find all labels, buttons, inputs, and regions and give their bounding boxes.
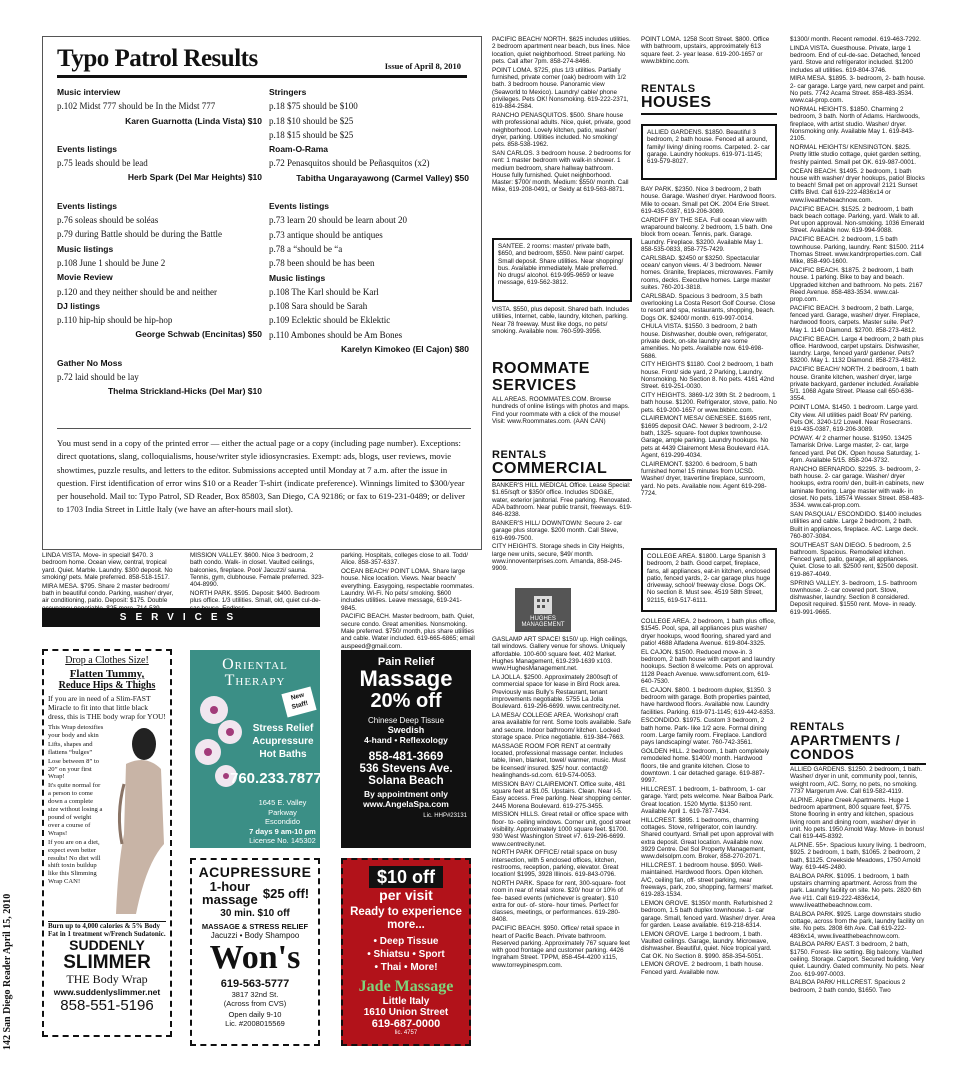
listing: LINDA VISTA. Guesthouse. Private, large 1 bedroom. End of cul-de-sac. Detached, fenced yard. Stove and refrigerator included. $1200 includes all utilities. 619-804-3746. (790, 44, 921, 74)
houses-listings-column-d (790, 36, 926, 712)
listing: BALBOA PARK/ HILLCREST. Spacious 2 bedroom, 2 bath condo, $1650. Two (790, 979, 906, 994)
listing: RANCHO PENASQUITOS. $500. Share house with professional adults. Nice, quiet, private, good neighborhood. Lovely kitchen, patio, washer/ dryer, parking. Utilities included. No smoking/ pets. 858-538-1962. (492, 111, 631, 149)
listing: MISSION HILLS. Great retail or office space with floor- to- ceiling windows. Corner unit, good street visibility. Approximately 1000 square feet. $1700. 930 West Washington Street #7. 619-296-6699. www.centrecity.net. (492, 811, 631, 848)
typo-correction: p.110 hip-hip should be hip-hop (57, 315, 173, 326)
ad-bullet: Lifts, shapes and flattens “bulges” (48, 740, 93, 756)
typo-correction: p.73 learn 20 should be learn about 20 (269, 215, 407, 226)
typo-category: Events listings (57, 200, 117, 211)
listing: $1300/ month. Recent remodel. 619-463-7292. (790, 36, 921, 43)
ad-wons-acupressure[interactable] (190, 858, 320, 1046)
section-title: COMMERCIAL (492, 461, 632, 481)
listing: CLAIREMONT MESA/ GENESEE. $1695 rent, $1695 deposit OAC. Newer 3 bedroom, 2-1/2 bath, 1325- square- foot duplex townhouse. Garage, ample parking. Laundry hookups. No pets at 4439 Clairemont Mesa Boulevard #1A. Agent, 619-299-4034. (641, 415, 772, 459)
building-icon (532, 594, 554, 614)
listing: CHULA VISTA. $1550. 3 bedroom, 2 bath house. Dishwasher, double oven, refrigerator, private deck, on-site laundry are some amenities. No pets. Available now. 619-698-5686. (641, 323, 768, 360)
houses-listings-continued (641, 618, 777, 1078)
ad-bullet: This Wrap detoxifies your body and skin (48, 724, 104, 739)
ad-per-visit: per visit (379, 887, 433, 903)
typo-patrol-box (42, 36, 482, 550)
typo-rules-text: You must send in a copy of the printed error — either the actual page or a copy (including page number). Exceptions: direct quotations, slang, colloquialisms, house/writer style idiosyncrasies. Exempt: ads, blogs, user reviews, movie showtimes, puzzle results, and letters to the editor. Submissions accepted until Monday at 7 a.m. after the issue in question. First identification of error wins $10 or a Reader T-shirt (indicate preference). Winnings limited to $300/year per household. Mail to: Typo Patrol, SD Reader, Box 85803, San Diego, CA 92186; or fax to 619-231-0489; or deliver to 1703 India Street in Little Italy (we have an after-hours mail slot). (57, 428, 471, 517)
typo-category: Music listings (57, 243, 114, 254)
typo-category: Gather No Moss (57, 357, 123, 368)
section-title: APARTMENTS / CONDOS (790, 733, 926, 765)
ad-burn-text: Burn up to 4,000 calories & 5% Body Fat in 1 treatment w/French Sudatonic. (48, 922, 166, 938)
typo-correction: p.72 Penasquitos should be Peñasquitos (x2) (269, 158, 430, 169)
page-footer-vertical: 142 San Diego Reader April 15, 2010 (2, 893, 13, 1050)
typo-correction: p.109 Eclektic should be Eklektic (269, 315, 391, 326)
brand-therapy: Therapy (224, 672, 286, 689)
typo-correction: p.108 June 1 should be June 2 (57, 257, 166, 268)
listing: NORMAL HEIGHTS. $1850. Charming 2 bedroom, 3 bath. North of Adams. Hardwoods, fireplace, with artist studio. Washer/ dryer. Nonsmoking only. Available May 1. 619-843-2105. (790, 106, 920, 143)
rentals-houses-heading (641, 84, 777, 115)
listing: PACIFIC BEACH. $950. Office/ retail space in heart of Pacific Beach. Private bathroom. Reserved parking. Approximately 767 square feet with good frontage and customer parking. 4426 Ingraham Street. TPPM, 858-454-4200 x115, www.torreypinespm.com. (492, 925, 630, 969)
ad-hours: 7 days 9 am-10 pm (249, 826, 316, 836)
ad-tagline: Ready to experience more... (350, 906, 462, 931)
typo-category: Events listings (269, 201, 329, 212)
listing: CARLSBAD. $2450 or $3250. Spectacular ocean/ canyon views. 4/ 3 bedroom. Newer homes. Granite, fireplaces, microwaves. Family rooms, decks. Executive homes. Large master suites. 760-201-3818. (641, 254, 774, 291)
listing: CITY HEIGHTS. Storage sheds in City Heights, large new units, secure, $49/ month. www.innoventerprises.com. Amanda, 858-245-9909. (492, 543, 625, 573)
spacer (57, 185, 262, 199)
roommate-services-listing (492, 396, 632, 436)
listing: BAY PARK. $2350. Nice 3 bedroom, 2 bath house. Garage. Washer/ dryer. Hardwood floors. Mile to ocean. Small pet OK. 2004 Erie Street. 619-435-0387, 619-206-3089. (641, 186, 777, 215)
listing: ALLIED GARDENS. $1850. Beautiful 3 bedroom, 2 bath house. Fenced all around, family/ living/ dining rooms. Carpeted. 2- car garage. Laundry hookups. 619-971-1145; 619-579-8027. (647, 129, 770, 166)
listing: HILLCREST. 1 bedroom house. $950. Well- maintained. Hardwood floors. Open kitchen. A/C, ceiling fan, off- street parking, near freeways, park, zoo, shopping, farmers' market. 619-283-1534. (641, 862, 774, 899)
section-label: RENTALS (790, 721, 845, 733)
listing: CITY HEIGHTS $1180. Cool 2 bedroom, 1 bath house. Front/ side yard, 2 Parking, Laundry. Nonsmoking. No Section 8. No pets. 4161 42nd Street. 619-251-0030. (641, 361, 775, 391)
listing: NORTH PARK. $595. Deposit: $400. Bedroom plus office. 1/3 utilities. Small, old, quiet cul-de- (190, 589, 321, 605)
ad-jade-massage[interactable] (341, 858, 471, 1046)
listing: ALL AREAS. ROOMMATES.COM. Browse hundreds of online listings with photos and maps. Find your roommate with a click of the mouse! Visit: www.Roommates.com. (AAN CAN) (492, 396, 630, 425)
commercial-listings-continued (492, 636, 632, 1072)
typo-correction: p.110 Ambones should be Am Bones (269, 329, 403, 340)
typo-correction: p.76 soleas should be soléas (57, 215, 159, 226)
ad-suddenly-slimmer[interactable] (42, 649, 172, 1037)
typo-column-right (269, 85, 469, 356)
section-label: RENTALS (641, 83, 696, 95)
ad-website[interactable]: www.AngelaSpa.com (363, 799, 449, 809)
listing: COLLEGE AREA. $1800. Large Spanish 3 bedroom, 2 bath. Good carpet, fireplace, fans, all appliances, eat-in kitchen, enclosed patio, fenced yards, 2- car garage plus huge driveway, school/ freeway close. Dogs OK. No section 8. Must see. 4519 58th Street, 92115, 619-517-6111. (647, 553, 771, 604)
commercial-listings (492, 482, 632, 586)
listings-bottom-col1 (42, 552, 176, 605)
brand-tagline: THE Body Wrap (66, 972, 148, 986)
roommates-column-a (492, 36, 632, 232)
listings-bottom-col3 (341, 552, 475, 650)
logo-subtext: MANAGEMENT (521, 622, 565, 628)
ad-discount: $10 off (369, 866, 443, 888)
listing: BANKER'S HILL/ DOWNTOWN: Secure 2- car garage plus storage. $200 month. Call Steve, 619-699-7500. (492, 519, 623, 542)
typo-winner: Thelma Strickland-Hicks (Del Mar) $10 (107, 386, 262, 397)
ad-city: Escondido (264, 817, 301, 826)
typo-correction: p.75 leads should be lead (57, 158, 148, 169)
ad-license: Lic. HHP#23131 (423, 813, 467, 819)
ad-url[interactable]: www.suddenlyslimmer.net (53, 987, 161, 997)
ad-license: Lic. #2008015569 (225, 1019, 285, 1028)
listing: PACIFIC BEACH. 3 bedroom, 2 bath. Large, fenced yard. Garage, washer/ dryer. Fireplace, hardwood floors, carpets. Master suite. Pet? May 1. 1140 Diamond. $2700. 858-273-4812. (790, 304, 920, 334)
listing: PACIFIC BEACH/ NORTH. 2 bedroom, 1 bath house. Granite kitchen, washer/ dryer, large private backyard, gardener included. Available 5/1. 1068 Agate Street. Please call 650-636-3554. (790, 366, 919, 403)
spacer (57, 342, 262, 356)
ad-offer: 1-hour massage (202, 879, 258, 907)
ad-bullets (48, 724, 104, 919)
service-deep-tissue: Chinese Deep Tissue (367, 716, 445, 725)
typo-correction: p.73 antique should be antiques (269, 229, 383, 240)
listing: NORMAL HEIGHTS/ KENSINGTON. $825. Pretty little studio cottage, quiet garden setting, freshly painted. Small pet OK. 619-987-0001. (790, 144, 921, 166)
brand-wons: Won's (209, 939, 301, 976)
listing: SPRING VALLEY. 3- bedroom, 1.5- bathroom townhouse. 2- car covered port. Stove, dishwasher, laundry. Section 8 considered. Deposit required. $1550 rent. Move- in ready. 619-991-9665. (790, 579, 917, 616)
section-title: ROOMMATE SERVICES (492, 360, 590, 394)
listing: PACIFIC BEACH. $1525. 2 bedroom, 1 bath back beach cottage. Parking, yard. Walk to all. Pet upon approval. Non-smoking. 1036 Emerald Street. Available now. 619-994-9088. (790, 205, 925, 235)
apartments-listings (790, 766, 926, 1074)
ad-subtitle: MASSAGE & STRESS RELIEF (201, 922, 309, 931)
listing: ALLIED GARDENS. $1250. 2 bedroom, 1 bath. Washer/ dryer in unit, community pool, tennis, weight room, A/C. Sorry, no pets, no smoking. 7737 Margerum Ave. Call 619-582-4119. (790, 766, 922, 795)
listing: GASLAMP ART SPACE! $150/ up. High ceilings, tall windows. Gallery venue for shows. Uniquely affordable. 100-600 square feet. 402 Market. Hughes Management, 619-239-1639 x103. www.HughesManagement.net. (492, 636, 628, 673)
typo-correction: p.108 Sara should be Sarah (269, 301, 368, 312)
typo-column-left (57, 85, 262, 399)
listing: LEMON GROVE. $1350/ month. Refurbished 2 bedroom, 1.5 bath duplex townhouse. 1- car garage. Small, fenced yard. Washer/ dryer. Area for garden. Lease available. 619-218-6314. (641, 899, 776, 929)
listing: EL CAJON. $800. 1 bedroom duplex, $1350. 3 bedroom with garage. Both properties painted, have hardwood floors. Available now. Laundry facilities. Parking. 619-971-1145; 619-442-6353. (641, 686, 775, 716)
ad-license: License No. 145302 (249, 836, 316, 845)
listing: parking. Hospitals, colleges close to all. Todd/ Alice. 858-357-6337. (341, 552, 468, 567)
services-section-bar: SERVICES (42, 608, 320, 627)
listing: ESCONDIDO. $1975. Custom 3 bedroom, 2 bath home. Park- like 1/2 acre. Formal dining room. Large family room. Fireplace. Landlord pays landscaping/ water. 760-742-3561. (641, 717, 767, 747)
listing: OCEAN BEACH/ POINT LOMA. Share large house. Nice location. Views. Near beach/ everything. Easygoing, respectable roommates. Laundry. Wi-Fi. No pets/ smoking. $600 includes utilities. Leave message, 619-241-9845. (341, 568, 475, 612)
listing: LEMON GROVE. 2 bedroom, 1 bath house. Fenced yard. Available now. (641, 961, 764, 976)
listing: POINT LOMA. $1450. 1 bedroom. Large yard. City view. All utilities paid! Boat/ RV parking. Pets OK. 3240-1/2 Lowell. Near Rosecrans. 619-435-0387, 619-206-3089. (790, 404, 919, 434)
typo-winner: Herb Spark (Del Mar Heights) $10 (127, 172, 262, 183)
section-title: HOUSES (641, 95, 777, 115)
ad-headline: ACUPRESSURE (198, 864, 312, 880)
ad-subhead: Reduce Hips & Thighs (58, 680, 156, 691)
typo-category: Roam-O-Rama (269, 144, 329, 155)
typo-correction: p.78 a “should be “a (269, 243, 343, 254)
service-reflexology: 4-hand • Reflexology (364, 735, 448, 745)
listing: MISSION VALLEY. $600. Nice 3 bedroom, 2 bath condo. Walk- in closet. Vaulted ceilings, balconies, fireplace. Pool/ Jacuzzi/ sauna. Tennis, gym, clubhouse. Female preferred. 323-404-8990. (190, 552, 324, 589)
ad-phone: 619-563-5777 (220, 978, 290, 990)
roommate-services-heading (492, 360, 632, 396)
rentals-commercial-heading (492, 450, 632, 481)
typo-category: Music listings (269, 272, 326, 283)
listing: CLAIREMONT. $3200. 6 bedroom, 5 bath furnished home! 15 minutes from UCSD. Washer/ dryer, travertine fireplace, sunroom, yard. No pets. Available now. Agent 619-298-7724. (641, 460, 767, 497)
typo-category: Movie Review (57, 272, 113, 283)
typo-winner: Tabitha Ungarayawong (Carmel Valley) $50 (296, 172, 469, 183)
listing: OCEAN BEACH. $1495. 2 bedroom, 1 bath house with washer/ dryer hookups, patio! Blocks to beach! Small pet on approval! 2121 Sunset Cliffs Blvd. Call 619-222-4836x14 or www.liveatthebeachnow.com. (790, 167, 925, 204)
listing: POWAY. 4/ 2 charmer house. $1950. 13425 Tamarisk Drive. Large master, 2- car, large fenced yard. Pet OK. Open house Saturday, 1- 4pm. Available 5/15. 858-204-3732. (790, 434, 921, 464)
listing: SOUTHEAST SAN DIEGO. 5 bedroom, 2.5 bathroom. Spacious. Remodeled kitchen. Fenced yard, patio, garage, all appliances. Quiet. Close to all. $2500 rent, $2500 deposit. 619-867-4049. (790, 541, 919, 578)
ad-phone: 858-551-5196 (60, 997, 154, 1014)
ad-phone: 858-481-3669 (368, 749, 444, 763)
typo-winner: Karen Guarnotta (Linda Vista) $10 (125, 115, 262, 126)
ad-title: Massage (359, 666, 453, 691)
ad-appointment: By appointment only (363, 789, 449, 799)
ad-city: Solana Beach (368, 775, 444, 787)
listing: NORTH PARK. Space for rent, 300-square- foot room in rear of retail store. $20/ hour or 10% of fee- based events (whichever is greater). $10 extra for out- of- store- hour times. Perfect for classes, meetings, or performances. 619-280-8408. (492, 880, 626, 924)
typo-correction: p.78 been should be has been (269, 258, 375, 269)
listing: MASSAGE ROOM FOR RENT at centrally located, professional massage center. Includes table, linen, blanket, towel/ warmer, music. Must be licensed/ insured. $25/ hour. contact@ healinghands-sd.com. 619-574-0053. (492, 742, 626, 779)
ad-location: Little Italy (382, 996, 430, 1007)
listing: CARDIFF BY THE SEA. Full ocean view with wraparound balcony. 2 bedroom, 1.5 bath. One block from ocean. Tennis, park. Garage. Laundry. Fireplace. $3200. Available May 1. 858-535-0833, 858-775-7429. (641, 216, 773, 253)
typo-correction: p.120 and they neither should be and neither (57, 286, 217, 297)
hughes-management-logo (515, 588, 571, 632)
ad-oriental-therapy[interactable] (190, 650, 320, 848)
typo-category: Events listings (57, 143, 117, 154)
listing: SANTEE. 2 rooms: master/ private bath, $650, and bedroom, $550. New paint/ carpet. Small deposit. Share utilities. Near shopping/ bus. Available immediately. Male preferred. No drugs/ alcohol. 619-995-9659 or leave message, 619-562-3812. (498, 243, 625, 287)
typo-correction: p.108 The Karl should be Karl (269, 286, 379, 297)
listing: MIRA MESA. $795. Share 2 master bedroom/ bath in beautiful condo. Parking, washer/ dryer, air conditioning, patio. Deposit: $175. Double (42, 582, 174, 605)
listing: RANCHO BERNARDO. $2295. 3- bedroom, 2- bath house. 2- car garage. Washer/ dryer hookups, extra room/ den, built-in cabinets, new laminate flooring. Large master with walk- in closet. No pets. 18574 Wessex Street. 858-483-3534. www.cal-prop.com. (790, 465, 924, 510)
listing-allied-gardens-boxed (641, 124, 777, 180)
ad-address: 1610 Union Street (363, 1007, 449, 1018)
listing: ALPINE. 55+. Spacious luxury living. 1 bedroom, $925. 2 bedroom, 1 bath, $1065. 2 bedroom, 2 bath, $1125. Creekside Meadows, 1750 Arnold Way. 619-445-2480. (790, 841, 926, 871)
service-thai: • Thai • More! (374, 962, 438, 973)
listing: HILLCREST. 1 bedroom, 1- bathroom, 1- car garage. Yard; pets welcome. Near Balboa Park. Great location. 1520 Myrtle. $1350 rent. Available April 1. 619-787-7434. (641, 786, 774, 815)
spacer (269, 185, 469, 199)
listing: EL CAJON. $1500. Reduced move-in. 3 bedroom, 2 bath house with carport and laundry hookups. Section 8 welcome. Pets on approval. 1128 Peach Avenue. www.sdforrent.com, 619-640-7530. (641, 648, 775, 685)
service-shiatsu: • Shiatsu • Sport (367, 949, 445, 960)
listing-santee-boxed (492, 238, 632, 302)
typo-winner: George Schwab (Encinitas) $50 (135, 329, 262, 340)
typo-title: Typo Patrol Results (57, 45, 258, 72)
listing: ALPINE. Alpine Creek Apartments. Huge 1 bedroom apartment, 800 square feet, $775. Stone flooring in entry and kitchen, spacious living room and dining room, washer/ dryer in unit. No pets. 1950 Arnold Way. Move- in bonus! Call 619-445-8392. (790, 796, 925, 841)
listing: BANKER'S HILL MEDICAL Office. Lease Special: $1.65/sqft or $350/ office. Includes SDG&E, water, exterior janitorial. Free parking. Renovated. ADA bathroom. Near public transit, freeways. 619-846-8238. (492, 482, 632, 519)
listing: GOLDEN HILL. 2 bedroom, 1 bath completely remodeled home. $1400/ month. Hardwood floors, tile and granite kitchen. Close to downtown. 1 car detached garage. 619-887-9997. (641, 748, 770, 785)
typo-category: DJ listings (57, 300, 100, 311)
listing: PACIFIC BEACH. Master bedroom, bath. Quiet, secure condo. Great amenities. Nonsmoking. Male preferred. $750/ month, plus share utilities and cable. Water included. 619-665-6865; email auspeed@gmail.com. (341, 613, 475, 650)
ad-offer-30min: 30 min. $10 off (220, 908, 290, 919)
typo-winner: Karelyn Kimokeo (El Cajon) $80 (340, 344, 469, 355)
service-acupressure: Acupressure (252, 736, 314, 747)
brand-suddenly: SUDDENLY (69, 937, 145, 953)
brand-slimmer: SLIMMER (63, 952, 151, 973)
typo-category: Music interview (57, 87, 121, 97)
listing: MIRA MESA. $1895. 3- bedroom, 2- bath house. 2- car garage. Large yard, new carpet and paint. No pets. 7742 Acama Street. 858-483-3534. www.cal-prop.com. (790, 75, 926, 105)
listing: HILLCREST. $895. 1 bedrooms, charming cottages. Stove, refrigerator, coin laundry. Shared courtyard. Small pet upon approval with extra deposit. Great location. Available now. 3929 Centre. Del Sol Property Management, www.delsolpm.com. Broker, 858-270-2071. (641, 816, 774, 861)
typo-rule (57, 75, 467, 78)
ad-address: 536 Stevens Ave. (359, 763, 453, 775)
logo-text: HUGHES (530, 616, 556, 622)
listing: CITY HEIGHTS. 3869-1/2 39th St. 2 bedroom, 1 bath house. $1200. Refrigerator, stove, patio. No pets. 619-200-1657 or www.bkbinc.com. (641, 392, 777, 414)
listing: POINT LOMA. 1258 Scott Street. $800. Office with bathroom, upstairs, approximately 613 square feet. 2- year lease. 619-200-1657 or www.bkbinc.com. (641, 36, 770, 65)
rentals-apartments-heading (790, 722, 926, 765)
service-swedish: Swedish (387, 725, 425, 735)
ad-subhead: Flatten Tummy, (69, 668, 145, 680)
ad-phone: 760.233.7877 (230, 770, 322, 787)
ad-body: If you are in need of a Slim-FAST Miracle to fit into that little black dress, this is THE body wrap for YOU! (48, 694, 166, 721)
listing: PACIFIC BEACH. $1875. 2 bedroom, 1 bath house. 1 parking. Bike to bay and beach. Upgraded kitchen and bathroom. No pets. 2167 Reed Avenue. 858-483-3534. www.cal-prop.com. (790, 266, 923, 304)
ad-bullet: Lose between 8” to 20” on your first Wrap! (48, 757, 100, 781)
ad-address: 3817 32nd St. (231, 990, 279, 999)
ad-license: lic. 4757 (394, 1030, 418, 1036)
typo-correction: p.18 $10 should be $25 (269, 115, 354, 126)
ad-services: Jacuzzi • Body Shampoo (210, 931, 300, 940)
ad-bullet: It's quite normal for a person to come down a complete size without losing a pound of weight over a course of Wraps! (48, 782, 103, 837)
ad-headline: Drop a Clothes Size! (65, 655, 149, 666)
woman-silhouette-image (106, 724, 166, 919)
typo-correction: p.79 during Battle should be during the Battle (57, 229, 222, 240)
ad-discount: $25 off! (262, 885, 310, 901)
brand-oriental: Oriental (222, 656, 288, 673)
ad-address: 1645 E. Valley Parkway (258, 798, 307, 817)
listing: CARLSBAD. Spacious 3 bedroom, 3.5 bath overlooking La Costa Resort Golf Course. Close to resort and spa, restaurants, shopping, beach. Dogs OK. $2400/ month. 619-997-0014. (641, 292, 776, 322)
listing: SAN PASQUAL/ ESCONDIDO. $1400 includes utilities and cable. Large 2 bedroom, 2 bath. Built in appliances, fireplace. A/C. Large deck. 760-807-3084. (790, 510, 922, 540)
typo-correction: p.102 Midst 777 should be In the Midst 777 (57, 101, 216, 112)
ad-address-note: (Across from CVS) (223, 999, 287, 1008)
houses-listings (641, 186, 777, 544)
listing: SAN CARLOS. 3 bedroom house. 2 bedrooms for rent: 1 master bedroom with walk-in shower. 1 medium bedroom, share hallway bathroom. House fully furnished. Quiet neighborhood. Master: $700/ month. Medium: $550/ month. Call Mike, 619-208-0491, or Seidy at 619-563-8871. (492, 149, 631, 194)
brand-jade-massage: Jade Massage (358, 978, 454, 995)
listing: LA MESA/ COLLEGE AREA. Workshop/ craft area available for rent. Some tools available. Safe and secure. Indoor bathroom/ kitchen. Locked storage space. Price negotiable. 619-384-7663. (492, 711, 631, 741)
listing: NORTH PARK OFFICE/ retail space on busy intersection, with 5 enclosed offices, kitchen, restrooms, reception, parking, elevator. Great location! $1995, 3928 Illinois. 619-843-0796. (492, 849, 619, 879)
listing: LEMON GROVE. Large 1 bedroom, 1 bath. Vaulted ceilings. Garage, laundry. Microwave, dishwasher. Beautiful, quiet. Nice tropical yard. Cat OK. No Section 8. $990. 858-354-5051. (641, 930, 772, 960)
typo-issue-date: Issue of April 8, 2010 (384, 61, 461, 71)
listing: LINDA VISTA. Move- in special! $470. 3 bedroom home. Ocean view, central, tropical yard. Quiet. Marble. Laundry. $300 deposit. No smoking/ pets. Male preferred. 858-518-1517. (42, 552, 173, 581)
service-stress-relief: Stress Relief (252, 723, 314, 734)
listing: VISTA. $550, plus deposit. Shared bath. Includes utilities, Internet, cable, laundry, kitchen, parking. Near 78 freeway. Must like dogs, no pets/ smoking. Available now. 760-599-3956. (492, 306, 630, 335)
typo-correction: p.72 laid should be lay (57, 372, 139, 383)
service-hot-baths: Hot Baths (259, 749, 307, 760)
listing: BALBOA PARK. $925. Large downstairs studio cottage, across from the park, laundry facility on site. No pets. 2808 6th Ave. Call 619-222-4836x14, www.liveatthebeachnow.com. (790, 910, 924, 940)
listing-college-area-boxed (641, 548, 777, 612)
listing: PACIFIC BEACH/ NORTH. $625 includes utilities. 2 bedroom apartment near beach, bus lines. Nice location, quiet neighborhood. Street parking. No pets. Call after 7pm. 858-274-8466. (492, 36, 631, 65)
ad-phone: 619-687-0000 (371, 1018, 441, 1030)
listing-point-loma-office (641, 36, 777, 66)
listings-bottom-col2 (190, 552, 324, 605)
service-deep-tissue: • Deep Tissue (373, 936, 439, 947)
listing: COLLEGE AREA. 2 bedroom, 1 bath plus office, $1545. Pool, spa, all appliances plus washer/ dryer hookups, wood flooring, shared yard and patio! 4688 Alfadena Avenue. 619-804-3325. (641, 618, 776, 647)
typo-correction: p.18 $75 should be $100 (269, 101, 358, 112)
listing: POINT LOMA. $725, plus 1/3 utilities. Partially furnished, private corner (oak) bedroom with 1/2 bath. 3 bedroom house. Panoramic view (Seaworld to Mexico). Laundry/ cable/ phone privileges. Pets OK! Nonsmoking. 619-222-2371, 619-884-2584. (492, 66, 629, 111)
typo-correction: p.18 $15 should be $25 (269, 129, 354, 140)
listing-vista (492, 306, 632, 346)
ad-headline: Pain Relief (377, 656, 435, 668)
ad-angela-spa[interactable] (341, 650, 471, 848)
typo-category: Stringers (269, 87, 307, 97)
listing: BALBOA PARK/ EAST. 3 bedroom, 2 bath, $1750. Forest- like setting. Big balcony. Vaulted ceiling. Storage. Carport. Secured building. Very quiet. Laundry. Gated community. No pets. Near Zoo. 619-997-0003. (790, 941, 925, 978)
listing: BALBOA PARK. $1095. 1 bedroom, 1 bath upstairs charming apartment. Across from the park. Laundry facility on site. No pets. 2820 6th Ave #11. Call 619-222-4836x14, www.liveatthebeachnow.com. (790, 872, 922, 909)
ad-discount: 20% off (370, 690, 442, 712)
listing: PACIFIC BEACH. Large 4 bedroom, 2 bath plus office. Hardwood, carpet upstairs. Dishwasher, laundry. Large, fenced yard/ gardener. Pets? $3200. May 1. 1132 Diamond. 858-273-4812. (790, 335, 924, 365)
listing: LA JOLLA. $2500. Approximately 2800sqft of commercial space for lease in Bird Rock area. Previously was Bully's Restaurant, tenant improvements negotiable. 5755 La Jolla Boulevard. 619-296-6699. www.centrecity.net. (492, 673, 621, 711)
new-staff-badge: New Staff! (281, 687, 316, 718)
listing: PACIFIC BEACH. 2 bedroom, 1.5 bath townhouse. Parking, laundry. Rent: $1500. 2114 Thomas Street. www.kandrproperties.com. Call Mike, 858-490-1600. (790, 236, 924, 266)
ad-bullet: If you are on a diet, expect even better results! No diet will shift toxin buildup like this Slimming Wrap CAN! (48, 838, 101, 886)
section-label: RENTALS (492, 449, 547, 461)
spacer (57, 128, 262, 142)
listing: MISSION BAY/ CLAIREMONT. Office suite, 481 square feet at $1.05. Upstairs. Clean. Near I-5. Easy access. Free parking. Near shopping center. 2445 Morena Boulevard. 619-275-3455. (492, 780, 632, 810)
ad-hours: Open daily 9-10 (228, 1010, 282, 1019)
